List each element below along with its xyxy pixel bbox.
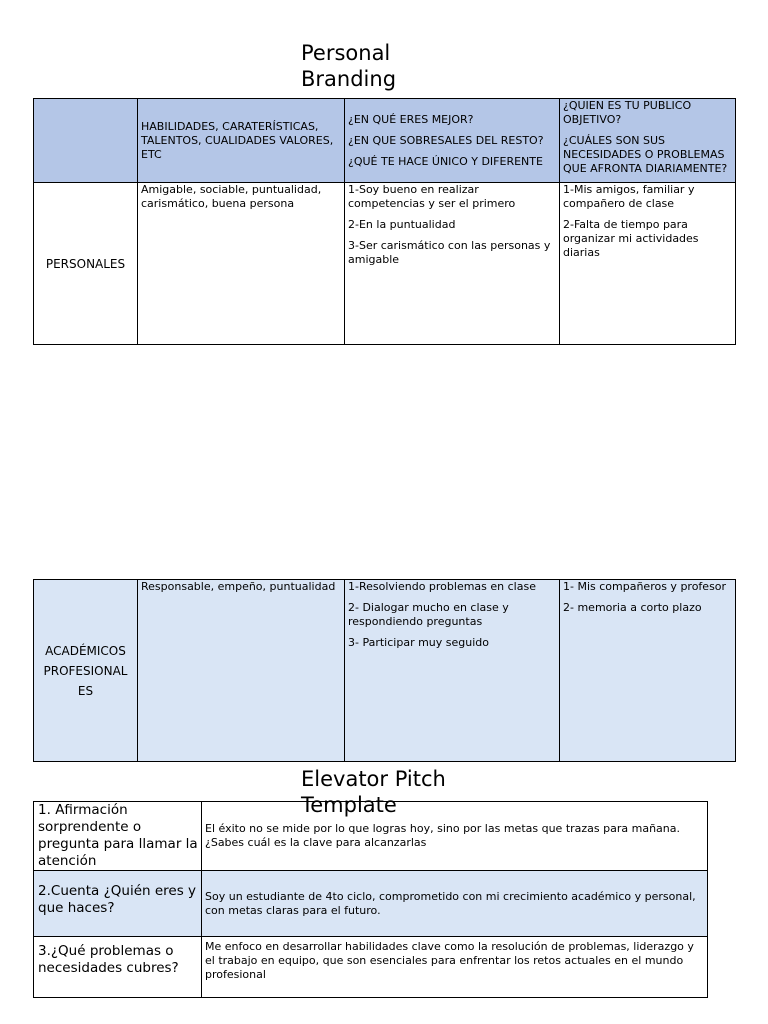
pitch-question-2-text: Cuenta ¿Quién eres y que haces? <box>38 883 197 916</box>
elevator-pitch-table <box>33 801 708 998</box>
pitch-row <box>34 871 708 937</box>
header-mejor-q3: ¿QUÉ TE HACE ÚNICO Y DIFERENTE <box>348 154 543 168</box>
title-line-2: Branding <box>301 67 397 91</box>
header-publico <box>560 99 736 183</box>
pitch-question-3-text: ¿Qué problemas o necesidades cubres? <box>38 943 179 976</box>
pitch-num-3: 3. <box>38 943 51 959</box>
header-mejor-q2: ¿EN QUE SOBRESALES DEL RESTO? <box>348 133 544 147</box>
personales-habilidades: Amigable, sociable, puntualidad, carismático, buena persona <box>138 183 345 345</box>
header-empty-cell <box>34 99 138 183</box>
pitch-answer-1: El éxito no se mide por lo que logras hoy, sino por las metas que trazas para mañana. ¿Sabes cuál es la clave para alcanzarlas <box>202 802 708 871</box>
pitch-answer-2: Soy un estudiante de 4to ciclo, comprometido con mi crecimiento académico y personal, con metas claras para el futuro. <box>202 871 708 937</box>
pitch-question-2 <box>34 871 202 937</box>
header-mejor-q1: ¿EN QUÉ ERES MEJOR? <box>348 112 474 126</box>
title-line-1: Personal <box>301 41 391 65</box>
header-mejor <box>345 99 560 183</box>
academicos-mejor-3: 3- Participar muy seguido <box>348 636 489 649</box>
pitch-question-1-text: Afirmación sorprendente o pregunta para llamar la atención <box>38 802 198 869</box>
personales-label: PERSONALES <box>34 183 138 345</box>
personales-row <box>34 183 736 345</box>
pitch-question-1 <box>34 802 202 871</box>
pitch-row <box>34 937 708 998</box>
academicos-label-line2: PROFESIONALES <box>43 663 128 698</box>
pitch-title-line-1: Elevator Pitch <box>301 767 446 791</box>
elevator-pitch-title <box>301 766 446 817</box>
academicos-mejor-2: 2- Dialogar mucho en clase y respondiendo preguntas <box>348 601 509 628</box>
pitch-row <box>34 802 708 871</box>
header-publico-q1: ¿QUIEN ES TU PUBLICO OBJETIVO? <box>563 99 692 126</box>
academicos-habilidades: Responsable, empeño, puntualidad <box>138 580 345 762</box>
personales-mejor-1: 1-Soy bueno en realizar competencias y ser el primero <box>348 183 516 210</box>
header-row <box>34 99 736 183</box>
academicos-mejor-1: 1-Resolviendo problemas en clase <box>348 580 536 593</box>
academicos-mejor <box>345 580 560 762</box>
header-habilidades <box>138 99 345 183</box>
academicos-label-line1: ACADÉMICOS <box>45 643 126 658</box>
personales-publico-1: 1-Mis amigos, familiar y compañero de clase <box>563 183 695 210</box>
pitch-answer-3: Me enfoco en desarrollar habilidades clave como la resolución de problemas, liderazgo y el trabajo en equipo, que son esenciales para enfrentar los retos actuales en el mundo profesional <box>202 937 708 998</box>
personales-mejor <box>345 183 560 345</box>
personal-branding-title <box>301 40 397 91</box>
pitch-num-2: 2. <box>38 883 51 899</box>
academic-table <box>33 579 736 762</box>
pitch-question-3 <box>34 937 202 998</box>
academicos-label <box>34 580 138 762</box>
pitch-num-1: 1. <box>38 802 51 818</box>
personales-publico-2: 2-Falta de tiempo para organizar mi actividades diarias <box>563 218 699 259</box>
header-habilidades-text: HABILIDADES, CARATERÍSTICAS, TALENTOS, CUALIDADES VALORES, ETC <box>141 119 334 161</box>
personales-mejor-2: 2-En la puntualidad <box>348 218 456 231</box>
header-publico-q2: ¿CUÁLES SON SUS NECESIDADES O PROBLEMAS QUE AFRONTA DIARIAMENTE? <box>563 134 728 175</box>
academicos-publico-2: 2- memoria a corto plazo <box>563 601 702 614</box>
academicos-publico-1: 1- Mis compañeros y profesor <box>563 580 727 593</box>
personales-mejor-3: 3-Ser carismático con las personas y amigable <box>348 239 551 266</box>
academicos-publico <box>560 580 736 762</box>
academicos-row <box>34 580 736 762</box>
personal-branding-table <box>33 98 736 345</box>
pitch-title-line-2: Template <box>301 793 397 817</box>
personales-publico <box>560 183 736 345</box>
